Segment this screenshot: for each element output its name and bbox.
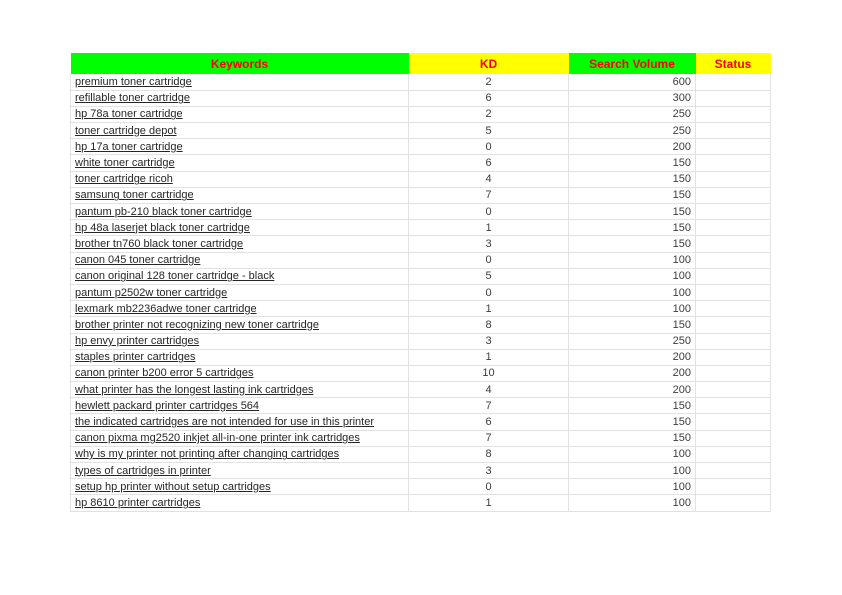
kd-cell: 8 <box>409 446 569 462</box>
search-volume-cell: 250 <box>569 333 696 349</box>
table-row <box>71 106 771 122</box>
kd-cell: 7 <box>409 398 569 414</box>
table-row <box>71 317 771 333</box>
table-row <box>71 74 771 90</box>
search-volume-cell: 300 <box>569 90 696 106</box>
search-volume-cell: 150 <box>569 236 696 252</box>
status-cell[interactable] <box>696 139 771 155</box>
keyword-cell <box>71 382 409 398</box>
search-volume-cell: 150 <box>569 204 696 220</box>
kd-cell: 10 <box>409 365 569 381</box>
keyword-cell <box>71 204 409 220</box>
search-volume-cell: 150 <box>569 398 696 414</box>
table-row <box>71 301 771 317</box>
table-row <box>71 252 771 268</box>
keyword-cell <box>71 268 409 284</box>
kd-cell: 6 <box>409 155 569 171</box>
kd-cell: 1 <box>409 495 569 511</box>
status-cell[interactable] <box>696 74 771 90</box>
kd-cell: 5 <box>409 123 569 139</box>
keyword-cell <box>71 123 409 139</box>
kd-cell: 0 <box>409 252 569 268</box>
kd-cell: 3 <box>409 463 569 479</box>
kd-cell: 0 <box>409 284 569 300</box>
table-row <box>71 236 771 252</box>
keyword-cell <box>71 430 409 446</box>
kd-cell: 2 <box>409 74 569 90</box>
table-row <box>71 333 771 349</box>
keyword-link[interactable]: the indicated cartridges are not intended for use in this printer <box>75 416 375 429</box>
status-cell[interactable] <box>696 106 771 122</box>
kd-cell: 0 <box>409 139 569 155</box>
keyword-link[interactable]: canon pixma mg2520 inkjet all-in-one printer ink cartridges <box>75 432 360 445</box>
status-cell[interactable] <box>696 446 771 462</box>
keyword-cell <box>71 74 409 90</box>
kd-cell: 6 <box>409 90 569 106</box>
status-cell[interactable] <box>696 187 771 203</box>
keyword-link[interactable]: setup hp printer without setup cartridges <box>75 480 271 493</box>
search-volume-cell: 150 <box>569 430 696 446</box>
keyword-cell <box>71 333 409 349</box>
kd-cell: 1 <box>409 301 569 317</box>
kd-cell: 3 <box>409 333 569 349</box>
keyword-link[interactable]: hp envy printer cartridges <box>75 335 200 348</box>
status-cell[interactable] <box>696 301 771 317</box>
kd-cell: 7 <box>409 187 569 203</box>
status-cell[interactable] <box>696 495 771 511</box>
keyword-link[interactable]: pantum p2502w toner cartridge <box>75 286 228 299</box>
table-row <box>71 155 771 171</box>
kd-cell: 0 <box>409 204 569 220</box>
status-cell[interactable] <box>696 365 771 381</box>
table-row <box>71 479 771 495</box>
status-cell[interactable] <box>696 382 771 398</box>
search-volume-cell: 200 <box>569 139 696 155</box>
keyword-cell <box>71 187 409 203</box>
keyword-link[interactable]: toner cartridge depot <box>75 124 177 137</box>
table-row <box>71 268 771 284</box>
kd-cell: 4 <box>409 382 569 398</box>
table-row <box>71 90 771 106</box>
table-row <box>71 171 771 187</box>
status-cell[interactable] <box>696 155 771 171</box>
table-row <box>71 430 771 446</box>
search-volume-cell: 200 <box>569 382 696 398</box>
keyword-cell <box>71 349 409 365</box>
keyword-cell <box>71 479 409 495</box>
status-cell[interactable] <box>696 252 771 268</box>
table-row <box>71 495 771 511</box>
status-cell[interactable] <box>696 204 771 220</box>
search-volume-cell: 200 <box>569 349 696 365</box>
keyword-link[interactable]: toner cartridge ricoh <box>75 173 173 186</box>
kd-cell: 6 <box>409 414 569 430</box>
keyword-link[interactable]: types of cartridges in printer <box>75 464 211 477</box>
keyword-link[interactable]: brother printer not recognizing new toner cartridge <box>75 318 319 331</box>
kd-cell: 7 <box>409 430 569 446</box>
search-volume-cell: 100 <box>569 301 696 317</box>
keyword-cell <box>71 317 409 333</box>
status-cell[interactable] <box>696 220 771 236</box>
kd-cell: 3 <box>409 236 569 252</box>
keyword-link[interactable]: premium toner cartridge <box>75 75 192 88</box>
search-volume-cell: 150 <box>569 317 696 333</box>
kd-cell: 0 <box>409 479 569 495</box>
search-volume-cell: 100 <box>569 284 696 300</box>
keyword-link[interactable]: white toner cartridge <box>75 157 175 170</box>
status-cell[interactable] <box>696 398 771 414</box>
keyword-cell <box>71 252 409 268</box>
search-volume-cell: 150 <box>569 414 696 430</box>
table-row <box>71 123 771 139</box>
table-row <box>71 204 771 220</box>
kd-cell: 4 <box>409 171 569 187</box>
keyword-link[interactable]: hp 17a toner cartridge <box>75 140 183 153</box>
table-row <box>71 284 771 300</box>
status-cell[interactable] <box>696 349 771 365</box>
table-row <box>71 349 771 365</box>
status-cell[interactable] <box>696 333 771 349</box>
keyword-link[interactable]: hp 78a toner cartridge <box>75 108 183 121</box>
status-cell[interactable] <box>696 284 771 300</box>
keyword-link[interactable]: canon printer b200 error 5 cartridges <box>75 367 254 380</box>
keyword-cell <box>71 414 409 430</box>
keyword-link[interactable]: samsung toner cartridge <box>75 189 194 202</box>
keyword-link[interactable]: why is my printer not printing after changing cartridges <box>75 448 340 461</box>
search-volume-cell: 250 <box>569 123 696 139</box>
status-cell[interactable] <box>696 268 771 284</box>
keyword-cell <box>71 139 409 155</box>
table-row <box>71 187 771 203</box>
keyword-cell <box>71 301 409 317</box>
status-cell[interactable] <box>696 236 771 252</box>
keyword-cell <box>71 463 409 479</box>
search-volume-cell: 150 <box>569 171 696 187</box>
column-header-status: Status <box>696 53 771 74</box>
keyword-link[interactable]: refillable toner cartridge <box>75 92 190 105</box>
search-volume-cell: 250 <box>569 106 696 122</box>
status-cell[interactable] <box>696 463 771 479</box>
keyword-link[interactable]: staples printer cartridges <box>75 351 196 364</box>
keyword-link[interactable]: canon original 128 toner cartridge - black <box>75 270 275 283</box>
kd-cell: 1 <box>409 349 569 365</box>
search-volume-cell: 200 <box>569 365 696 381</box>
status-cell[interactable] <box>696 90 771 106</box>
table-row <box>71 382 771 398</box>
status-cell[interactable] <box>696 414 771 430</box>
keyword-link[interactable]: hewlett packard printer cartridges 564 <box>75 399 260 412</box>
status-cell[interactable] <box>696 317 771 333</box>
keyword-cell <box>71 220 409 236</box>
keyword-cell <box>71 171 409 187</box>
keyword-link[interactable]: hp 8610 printer cartridges <box>75 496 201 509</box>
keyword-link[interactable]: what printer has the longest lasting ink cartridges <box>75 383 314 396</box>
table-row <box>71 365 771 381</box>
table-row <box>71 463 771 479</box>
table-row <box>71 446 771 462</box>
table-row <box>71 220 771 236</box>
kd-cell: 2 <box>409 106 569 122</box>
column-header-search-volume: Search Volume <box>569 53 696 74</box>
search-volume-cell: 100 <box>569 463 696 479</box>
table-row <box>71 139 771 155</box>
keyword-cell <box>71 398 409 414</box>
search-volume-cell: 600 <box>569 74 696 90</box>
kd-cell: 5 <box>409 268 569 284</box>
status-cell[interactable] <box>696 123 771 139</box>
search-volume-cell: 100 <box>569 479 696 495</box>
keywords-table <box>70 53 771 512</box>
keyword-research-table <box>70 53 770 512</box>
search-volume-cell: 100 <box>569 268 696 284</box>
search-volume-cell: 150 <box>569 220 696 236</box>
kd-cell: 1 <box>409 220 569 236</box>
search-volume-cell: 100 <box>569 446 696 462</box>
search-volume-cell: 150 <box>569 187 696 203</box>
table-row <box>71 414 771 430</box>
keyword-cell <box>71 106 409 122</box>
keyword-link[interactable]: hp 48a laserjet black toner cartridge <box>75 221 250 234</box>
keyword-cell <box>71 446 409 462</box>
search-volume-cell: 100 <box>569 252 696 268</box>
status-cell[interactable] <box>696 479 771 495</box>
status-cell[interactable] <box>696 171 771 187</box>
status-cell[interactable] <box>696 430 771 446</box>
keyword-cell <box>71 90 409 106</box>
search-volume-cell: 100 <box>569 495 696 511</box>
keyword-link[interactable]: lexmark mb2236adwe toner cartridge <box>75 302 257 315</box>
column-header-keywords: Keywords <box>71 53 409 74</box>
keyword-cell <box>71 495 409 511</box>
keyword-cell <box>71 365 409 381</box>
keyword-cell <box>71 236 409 252</box>
search-volume-cell: 150 <box>569 155 696 171</box>
column-header-kd: KD <box>409 53 569 74</box>
keyword-cell <box>71 284 409 300</box>
keyword-link[interactable]: pantum pb-210 black toner cartridge <box>75 205 252 218</box>
keyword-cell <box>71 155 409 171</box>
keyword-link[interactable]: brother tn760 black toner cartridge <box>75 237 244 250</box>
table-header-row <box>71 53 771 74</box>
keyword-link[interactable]: canon 045 toner cartridge <box>75 254 201 267</box>
kd-cell: 8 <box>409 317 569 333</box>
table-row <box>71 398 771 414</box>
